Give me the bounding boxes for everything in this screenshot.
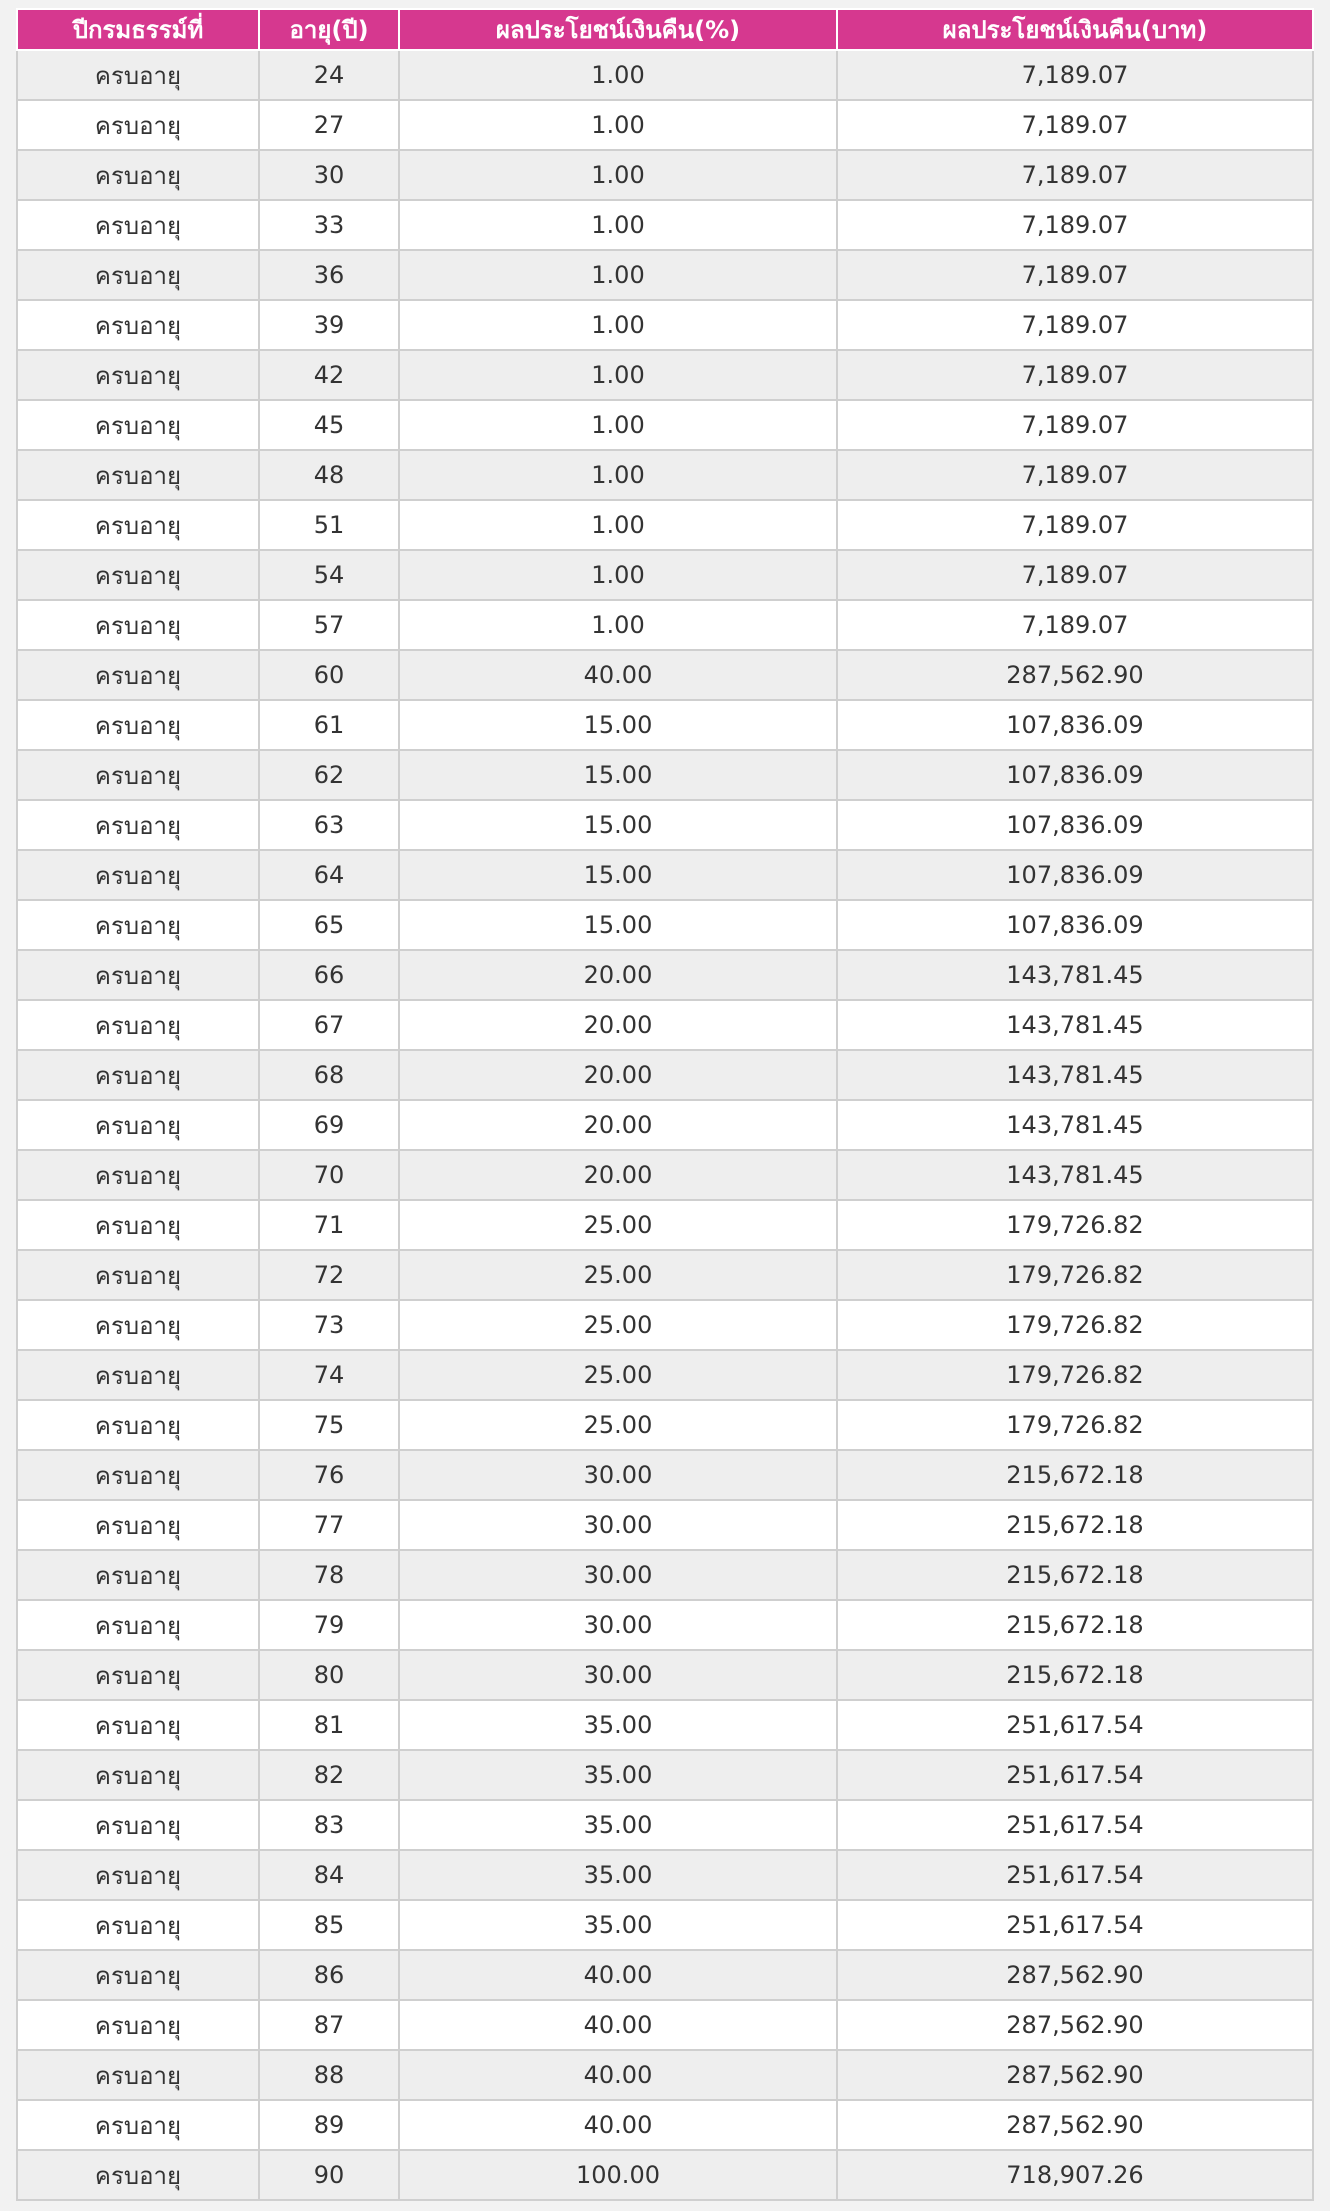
table-row — [17, 2000, 1313, 2050]
table-row — [17, 450, 1313, 500]
cell-age: 87 — [259, 2000, 399, 2050]
cell-benefit-baht: 143,781.45 — [837, 1050, 1313, 1100]
cell-benefit-percent: 1.00 — [399, 600, 837, 650]
cell-policy-year: ครบอายุ — [17, 1150, 259, 1200]
cell-policy-year: ครบอายุ — [17, 1500, 259, 1550]
cell-benefit-baht: 179,726.82 — [837, 1250, 1313, 1300]
cell-benefit-baht: 251,617.54 — [837, 1700, 1313, 1750]
cell-age: 33 — [259, 200, 399, 250]
cell-benefit-percent: 1.00 — [399, 50, 837, 100]
table-row — [17, 900, 1313, 950]
cell-policy-year: ครบอายุ — [17, 1200, 259, 1250]
cell-benefit-percent: 30.00 — [399, 1450, 837, 1500]
cell-policy-year: ครบอายุ — [17, 450, 259, 500]
cell-policy-year: ครบอายุ — [17, 1850, 259, 1900]
table-row — [17, 650, 1313, 700]
cell-benefit-percent: 1.00 — [399, 300, 837, 350]
cell-benefit-baht: 287,562.90 — [837, 2000, 1313, 2050]
cell-age: 70 — [259, 1150, 399, 1200]
cell-age: 83 — [259, 1800, 399, 1850]
cell-policy-year: ครบอายุ — [17, 1550, 259, 1600]
cell-age: 61 — [259, 700, 399, 750]
cell-benefit-baht: 107,836.09 — [837, 850, 1313, 900]
cell-age: 27 — [259, 100, 399, 150]
cell-policy-year: ครบอายุ — [17, 900, 259, 950]
cell-benefit-percent: 25.00 — [399, 1350, 837, 1400]
cell-benefit-percent: 30.00 — [399, 1650, 837, 1700]
table-row — [17, 1800, 1313, 1850]
cell-benefit-percent: 15.00 — [399, 800, 837, 850]
cell-age: 88 — [259, 2050, 399, 2100]
cell-policy-year: ครบอายุ — [17, 700, 259, 750]
cell-benefit-percent: 15.00 — [399, 900, 837, 950]
cell-age: 86 — [259, 1950, 399, 2000]
cell-age: 68 — [259, 1050, 399, 1100]
cell-benefit-baht: 287,562.90 — [837, 2050, 1313, 2100]
cell-policy-year: ครบอายุ — [17, 1650, 259, 1700]
cell-policy-year: ครบอายุ — [17, 1400, 259, 1450]
cell-benefit-percent: 1.00 — [399, 350, 837, 400]
table-row — [17, 2100, 1313, 2150]
cell-benefit-percent: 40.00 — [399, 650, 837, 700]
cell-benefit-percent: 1.00 — [399, 500, 837, 550]
cell-policy-year: ครบอายุ — [17, 500, 259, 550]
table-row — [17, 2150, 1313, 2200]
cell-benefit-percent: 35.00 — [399, 1900, 837, 1950]
cell-benefit-percent: 40.00 — [399, 2050, 837, 2100]
cell-benefit-baht: 7,189.07 — [837, 350, 1313, 400]
cell-age: 51 — [259, 500, 399, 550]
table-row — [17, 200, 1313, 250]
cell-benefit-percent: 15.00 — [399, 850, 837, 900]
cell-benefit-baht: 7,189.07 — [837, 100, 1313, 150]
header-benefit-percent: ผลประโยชน์เงินคืน(%) — [399, 9, 837, 50]
cell-benefit-percent: 25.00 — [399, 1400, 837, 1450]
table-row — [17, 150, 1313, 200]
cell-benefit-baht: 107,836.09 — [837, 700, 1313, 750]
cell-benefit-percent: 40.00 — [399, 2000, 837, 2050]
cell-policy-year: ครบอายุ — [17, 1000, 259, 1050]
cell-age: 54 — [259, 550, 399, 600]
table-row — [17, 1750, 1313, 1800]
cell-benefit-percent: 30.00 — [399, 1500, 837, 1550]
cell-benefit-percent: 15.00 — [399, 750, 837, 800]
benefit-table — [16, 8, 1314, 2201]
cell-policy-year: ครบอายุ — [17, 2050, 259, 2100]
cell-benefit-percent: 1.00 — [399, 150, 837, 200]
cell-policy-year: ครบอายุ — [17, 1300, 259, 1350]
cell-age: 42 — [259, 350, 399, 400]
table-row — [17, 1550, 1313, 1600]
header-age: อายุ(ปี) — [259, 9, 399, 50]
cell-benefit-percent: 35.00 — [399, 1700, 837, 1750]
cell-benefit-baht: 7,189.07 — [837, 550, 1313, 600]
benefit-table-container — [16, 8, 1312, 2201]
cell-benefit-percent: 25.00 — [399, 1250, 837, 1300]
cell-benefit-percent: 1.00 — [399, 550, 837, 600]
cell-age: 57 — [259, 600, 399, 650]
cell-policy-year: ครบอายุ — [17, 1100, 259, 1150]
cell-policy-year: ครบอายุ — [17, 1450, 259, 1500]
cell-age: 63 — [259, 800, 399, 850]
cell-benefit-percent: 20.00 — [399, 1000, 837, 1050]
cell-age: 89 — [259, 2100, 399, 2150]
cell-benefit-baht: 107,836.09 — [837, 900, 1313, 950]
cell-benefit-baht: 7,189.07 — [837, 300, 1313, 350]
cell-age: 67 — [259, 1000, 399, 1050]
cell-policy-year: ครบอายุ — [17, 1900, 259, 1950]
cell-age: 65 — [259, 900, 399, 950]
table-row — [17, 1100, 1313, 1150]
table-row — [17, 750, 1313, 800]
table-row — [17, 1600, 1313, 1650]
cell-age: 48 — [259, 450, 399, 500]
cell-benefit-percent: 40.00 — [399, 2100, 837, 2150]
cell-policy-year: ครบอายุ — [17, 1050, 259, 1100]
cell-age: 79 — [259, 1600, 399, 1650]
cell-benefit-baht: 7,189.07 — [837, 450, 1313, 500]
cell-age: 30 — [259, 150, 399, 200]
cell-benefit-baht: 251,617.54 — [837, 1750, 1313, 1800]
cell-benefit-baht: 287,562.90 — [837, 650, 1313, 700]
table-row — [17, 400, 1313, 450]
table-header — [17, 9, 1313, 50]
cell-benefit-percent: 25.00 — [399, 1300, 837, 1350]
cell-policy-year: ครบอายุ — [17, 1750, 259, 1800]
cell-age: 80 — [259, 1650, 399, 1700]
cell-age: 78 — [259, 1550, 399, 1600]
table-row — [17, 1250, 1313, 1300]
cell-age: 75 — [259, 1400, 399, 1450]
table-row — [17, 1700, 1313, 1750]
cell-benefit-baht: 143,781.45 — [837, 950, 1313, 1000]
cell-age: 62 — [259, 750, 399, 800]
table-row — [17, 1650, 1313, 1700]
cell-benefit-percent: 1.00 — [399, 100, 837, 150]
cell-benefit-percent: 35.00 — [399, 1800, 837, 1850]
cell-benefit-baht: 251,617.54 — [837, 1850, 1313, 1900]
table-row — [17, 1150, 1313, 1200]
cell-policy-year: ครบอายุ — [17, 1250, 259, 1300]
cell-benefit-percent: 1.00 — [399, 250, 837, 300]
cell-benefit-percent: 20.00 — [399, 1150, 837, 1200]
cell-policy-year: ครบอายุ — [17, 2000, 259, 2050]
table-row — [17, 1450, 1313, 1500]
table-row — [17, 850, 1313, 900]
cell-benefit-percent: 15.00 — [399, 700, 837, 750]
cell-benefit-baht: 7,189.07 — [837, 200, 1313, 250]
table-row — [17, 1850, 1313, 1900]
cell-benefit-baht: 215,672.18 — [837, 1450, 1313, 1500]
cell-policy-year: ครบอายุ — [17, 850, 259, 900]
cell-age: 60 — [259, 650, 399, 700]
cell-benefit-percent: 30.00 — [399, 1550, 837, 1600]
table-row — [17, 1400, 1313, 1450]
cell-age: 82 — [259, 1750, 399, 1800]
cell-policy-year: ครบอายุ — [17, 50, 259, 100]
table-row — [17, 800, 1313, 850]
table-row — [17, 1500, 1313, 1550]
cell-age: 81 — [259, 1700, 399, 1750]
cell-age: 72 — [259, 1250, 399, 1300]
table-row — [17, 1200, 1313, 1250]
table-row — [17, 250, 1313, 300]
cell-benefit-baht: 179,726.82 — [837, 1350, 1313, 1400]
cell-benefit-baht: 7,189.07 — [837, 50, 1313, 100]
cell-policy-year: ครบอายุ — [17, 2100, 259, 2150]
cell-benefit-percent: 35.00 — [399, 1850, 837, 1900]
table-row — [17, 2050, 1313, 2100]
table-row — [17, 1950, 1313, 2000]
cell-benefit-percent: 25.00 — [399, 1200, 837, 1250]
cell-benefit-baht: 7,189.07 — [837, 500, 1313, 550]
cell-age: 90 — [259, 2150, 399, 2200]
table-row — [17, 550, 1313, 600]
cell-benefit-baht: 251,617.54 — [837, 1800, 1313, 1850]
cell-benefit-baht: 7,189.07 — [837, 400, 1313, 450]
table-row — [17, 1000, 1313, 1050]
cell-policy-year: ครบอายุ — [17, 400, 259, 450]
cell-benefit-baht: 287,562.90 — [837, 1950, 1313, 2000]
table-row — [17, 300, 1313, 350]
cell-benefit-percent: 20.00 — [399, 1100, 837, 1150]
cell-benefit-baht: 251,617.54 — [837, 1900, 1313, 1950]
cell-benefit-baht: 7,189.07 — [837, 600, 1313, 650]
cell-benefit-baht: 215,672.18 — [837, 1600, 1313, 1650]
cell-age: 45 — [259, 400, 399, 450]
header-policy-year: ปีกรมธรรม์ที่ — [17, 9, 259, 50]
cell-benefit-baht: 143,781.45 — [837, 1100, 1313, 1150]
cell-policy-year: ครบอายุ — [17, 250, 259, 300]
cell-benefit-percent: 35.00 — [399, 1750, 837, 1800]
cell-policy-year: ครบอายุ — [17, 1800, 259, 1850]
cell-age: 24 — [259, 50, 399, 100]
cell-benefit-baht: 143,781.45 — [837, 1150, 1313, 1200]
cell-policy-year: ครบอายุ — [17, 100, 259, 150]
cell-age: 36 — [259, 250, 399, 300]
cell-policy-year: ครบอายุ — [17, 1700, 259, 1750]
cell-age: 66 — [259, 950, 399, 1000]
cell-policy-year: ครบอายุ — [17, 950, 259, 1000]
cell-age: 69 — [259, 1100, 399, 1150]
header-row — [17, 9, 1313, 50]
cell-benefit-baht: 107,836.09 — [837, 800, 1313, 850]
cell-policy-year: ครบอายุ — [17, 650, 259, 700]
table-body — [17, 50, 1313, 2200]
cell-age: 76 — [259, 1450, 399, 1500]
cell-benefit-baht: 179,726.82 — [837, 1300, 1313, 1350]
cell-benefit-baht: 718,907.26 — [837, 2150, 1313, 2200]
cell-benefit-baht: 7,189.07 — [837, 250, 1313, 300]
table-row — [17, 950, 1313, 1000]
table-row — [17, 50, 1313, 100]
table-row — [17, 1350, 1313, 1400]
cell-benefit-percent: 100.00 — [399, 2150, 837, 2200]
cell-age: 73 — [259, 1300, 399, 1350]
cell-policy-year: ครบอายุ — [17, 300, 259, 350]
cell-benefit-baht: 215,672.18 — [837, 1550, 1313, 1600]
cell-age: 84 — [259, 1850, 399, 1900]
table-row — [17, 1050, 1313, 1100]
cell-policy-year: ครบอายุ — [17, 800, 259, 850]
table-row — [17, 600, 1313, 650]
cell-policy-year: ครบอายุ — [17, 350, 259, 400]
cell-benefit-baht: 7,189.07 — [837, 150, 1313, 200]
cell-benefit-percent: 1.00 — [399, 200, 837, 250]
cell-benefit-percent: 30.00 — [399, 1600, 837, 1650]
cell-policy-year: ครบอายุ — [17, 200, 259, 250]
table-row — [17, 500, 1313, 550]
cell-benefit-percent: 20.00 — [399, 950, 837, 1000]
cell-policy-year: ครบอายุ — [17, 150, 259, 200]
cell-policy-year: ครบอายุ — [17, 1950, 259, 2000]
cell-benefit-percent: 1.00 — [399, 450, 837, 500]
cell-benefit-baht: 179,726.82 — [837, 1200, 1313, 1250]
cell-benefit-baht: 143,781.45 — [837, 1000, 1313, 1050]
header-benefit-baht: ผลประโยชน์เงินคืน(บาท) — [837, 9, 1313, 50]
cell-age: 71 — [259, 1200, 399, 1250]
cell-benefit-percent: 1.00 — [399, 400, 837, 450]
cell-policy-year: ครบอายุ — [17, 750, 259, 800]
table-row — [17, 700, 1313, 750]
cell-benefit-baht: 287,562.90 — [837, 2100, 1313, 2150]
table-row — [17, 100, 1313, 150]
cell-policy-year: ครบอายุ — [17, 1600, 259, 1650]
cell-benefit-baht: 215,672.18 — [837, 1650, 1313, 1700]
cell-age: 77 — [259, 1500, 399, 1550]
cell-age: 39 — [259, 300, 399, 350]
cell-benefit-percent: 20.00 — [399, 1050, 837, 1100]
cell-benefit-baht: 215,672.18 — [837, 1500, 1313, 1550]
cell-policy-year: ครบอายุ — [17, 1350, 259, 1400]
table-row — [17, 1900, 1313, 1950]
table-row — [17, 350, 1313, 400]
cell-age: 64 — [259, 850, 399, 900]
cell-benefit-baht: 179,726.82 — [837, 1400, 1313, 1450]
cell-age: 85 — [259, 1900, 399, 1950]
cell-benefit-percent: 40.00 — [399, 1950, 837, 2000]
cell-policy-year: ครบอายุ — [17, 600, 259, 650]
cell-policy-year: ครบอายุ — [17, 2150, 259, 2200]
cell-benefit-baht: 107,836.09 — [837, 750, 1313, 800]
table-row — [17, 1300, 1313, 1350]
cell-age: 74 — [259, 1350, 399, 1400]
cell-policy-year: ครบอายุ — [17, 550, 259, 600]
